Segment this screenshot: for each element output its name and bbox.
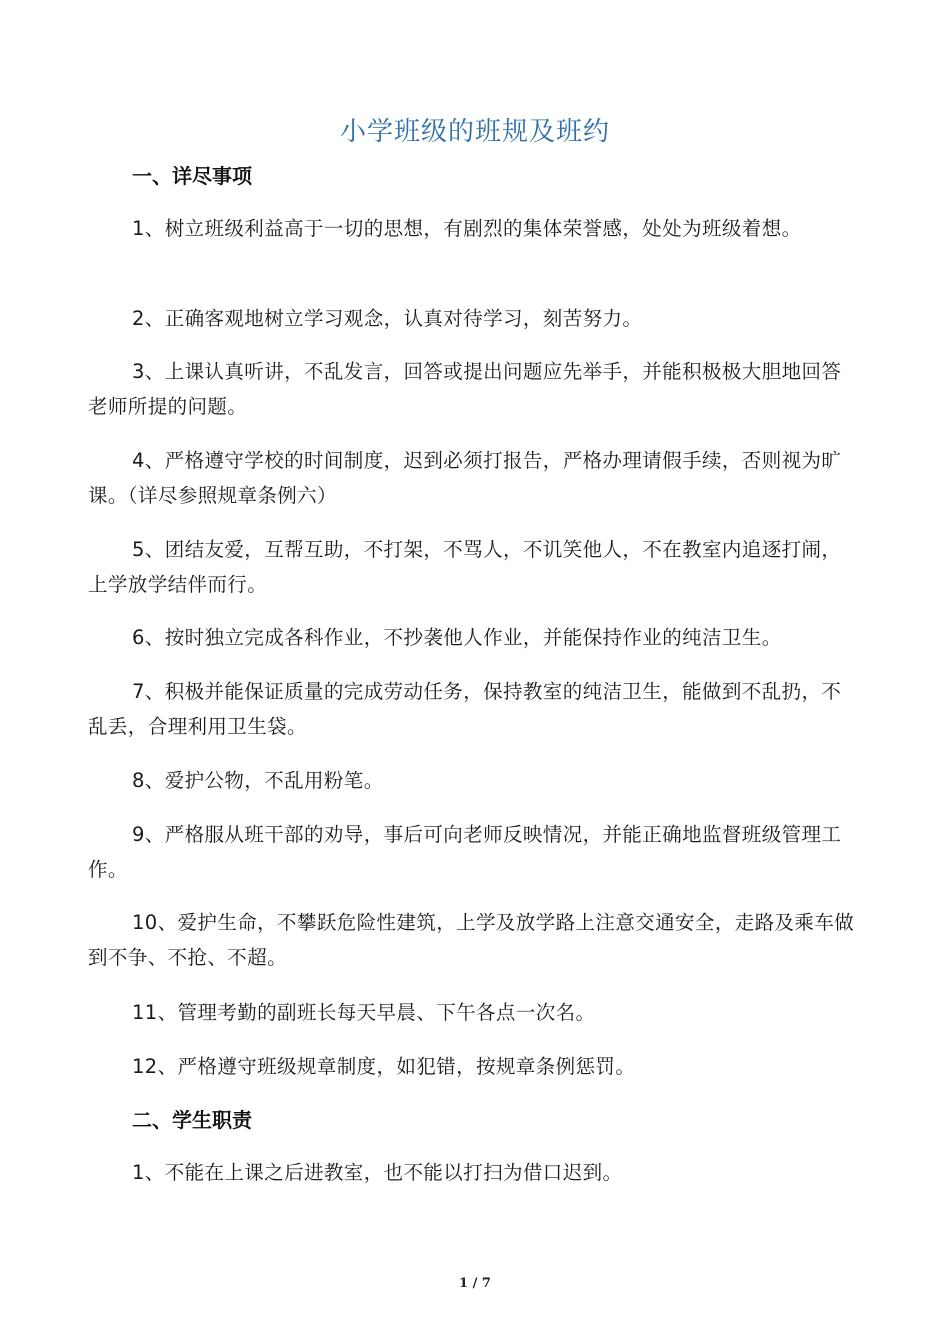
page-indicator: 1 / 7 — [459, 1276, 491, 1291]
paragraph-item-1: 1、树立班级利益高于一切的思想，有剧烈的集体荣誉感，处处为班级着想。 — [132, 217, 802, 240]
paragraph-item-4: 4、严格遵守学校的时间制度，迟到必须打报告，严格办理请假手续，否则视为旷课。（详尽参照规章条例六） — [88, 449, 842, 507]
section-heading-details: 一、详尽事项 — [132, 164, 252, 188]
section-heading-duties: 二、学生职责 — [132, 1108, 252, 1132]
paragraph-item-3: 3、上课认真听讲，不乱发言，回答或提出问题应先举手，并能积极极大胆地回答老师所提的问题。 — [88, 360, 842, 418]
paragraph-duty-1: 1、不能在上课之后进教室，也不能以打扫为借口迟到。 — [132, 1161, 623, 1184]
paragraph-item-8: 8、爱护公物，不乱用粉笔。 — [132, 769, 384, 792]
paragraph-item-9: 9、严格服从班干部的劝导，事后可向老师反映情况，并能正确地监督班级管理工作。 — [88, 823, 842, 881]
paragraph-item-11: 11、管理考勤的副班长每天早晨、下午各点一次名。 — [132, 1001, 596, 1024]
paragraph-item-7: 7、积极并能保证质量的完成劳动任务，保持教室的纯洁卫生，能做到不乱扔，不乱丢，合理利用卫生袋。 — [88, 680, 842, 738]
paragraph-item-2: 2、正确客观地树立学习观念，认真对待学习，刻苦努力。 — [132, 307, 643, 330]
paragraph-item-6: 6、按时独立完成各科作业，不抄袭他人作业，并能保持作业的纯洁卫生。 — [132, 626, 782, 649]
paragraph-item-10: 10、爱护生命，不攀跃危险性建筑，上学及放学路上注意交通安全，走路及乘车做到不争、不抢、不超。 — [88, 911, 855, 969]
paragraph-item-12: 12、严格遵守班级规章制度，如犯错，按规章条例惩罚。 — [132, 1055, 636, 1078]
document-title: 小学班级的班规及班约 — [339, 117, 610, 147]
paragraph-item-5: 5、团结友爱，互帮互助，不打架，不骂人，不讥笑他人，不在教室内追逐打闹，上学放学结伴而行。 — [88, 538, 842, 596]
